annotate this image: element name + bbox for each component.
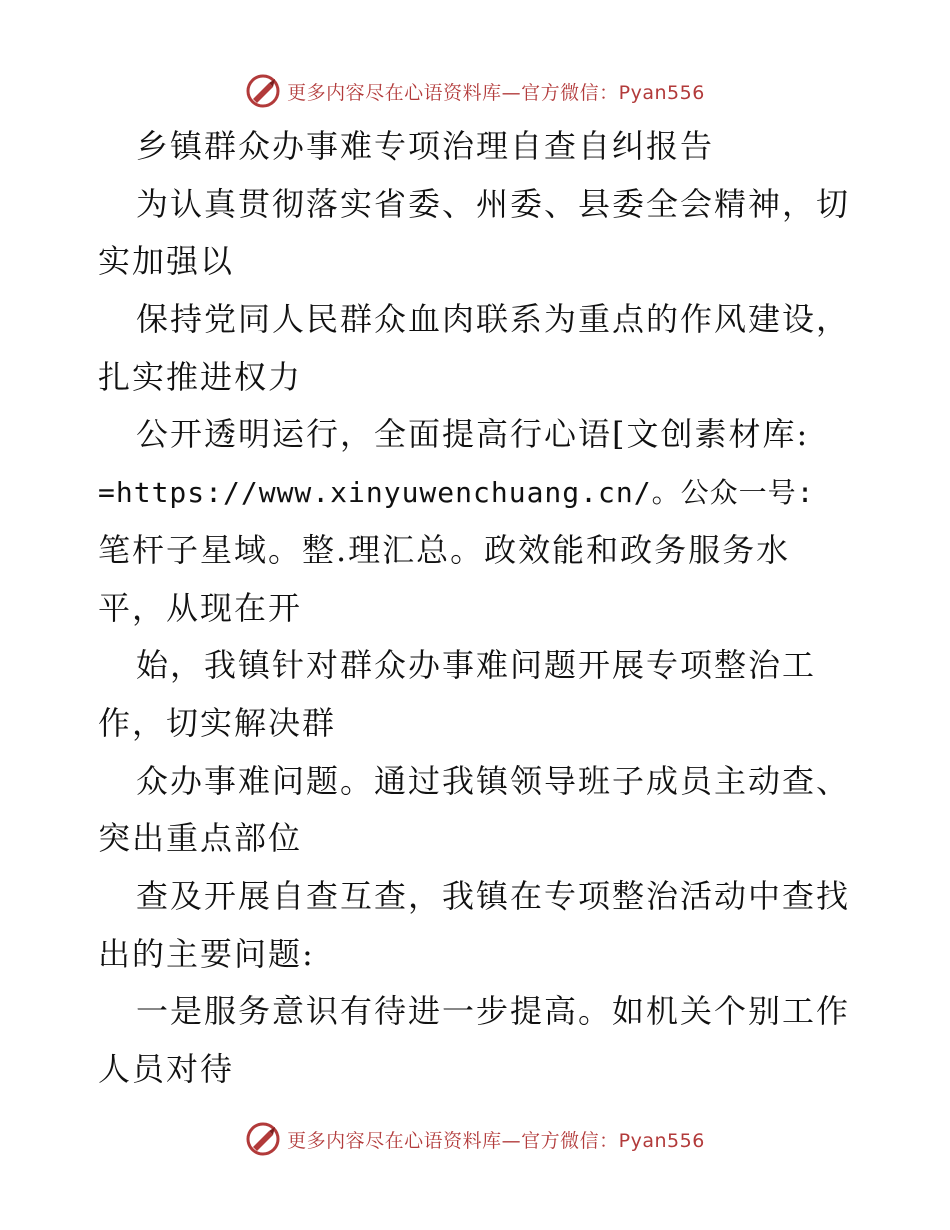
paragraph-line: 众办事难问题。通过我镇领导班子成员主动查、: [136, 761, 851, 800]
document-title: 乡镇群众办事难专项治理自查自纠报告: [136, 127, 715, 165]
document-body: [98, 118, 858, 1099]
paragraph-line: 扎实推进权力: [98, 357, 303, 396]
paragraph-line: 人员对待: [98, 1050, 235, 1088]
paragraph-line: 实加强以: [98, 242, 235, 281]
header-watermark-banner: [0, 71, 950, 111]
pen-quill-logo-icon: [245, 1121, 281, 1157]
paragraph-line: 始，我镇针对群众办事难问题开展专项整治工: [136, 646, 817, 685]
paragraph-line: 突出重点部位: [98, 819, 303, 858]
paragraph-line: 出的主要问题:: [98, 934, 315, 973]
footer-watermark-banner: [0, 1119, 950, 1159]
pen-quill-logo-icon: [245, 73, 281, 109]
paragraph-line: 为认真贯彻落实省委、州委、县委全会精神，切: [136, 184, 851, 223]
paragraph-line: 笔杆子星域。整.理汇总。政效能和政务服务水: [98, 530, 791, 569]
paragraph-line: 公开透明运行，全面提高行心语[文创素材库:: [136, 415, 810, 454]
watermark-text: 更多内容尽在心语资料库—官方微信：Pyan556: [287, 1129, 705, 1152]
paragraph-line: 作，切实解决群: [98, 703, 337, 742]
watermark-text: 更多内容尽在心语资料库—官方微信：Pyan556: [287, 81, 705, 104]
paragraph-line-url: =https://www.xinyuwenchuang.cn/。公众一号:: [98, 476, 815, 510]
paragraph-line: 查及开展自查互查，我镇在专项整治活动中查找: [136, 876, 851, 915]
paragraph-line: 平，从现在开: [98, 588, 303, 627]
paragraph-line: 保持党同人民群众血肉联系为重点的作风建设，: [136, 300, 851, 339]
paragraph-line: 一是服务意识有待进一步提高。如机关个别工作: [136, 992, 851, 1031]
